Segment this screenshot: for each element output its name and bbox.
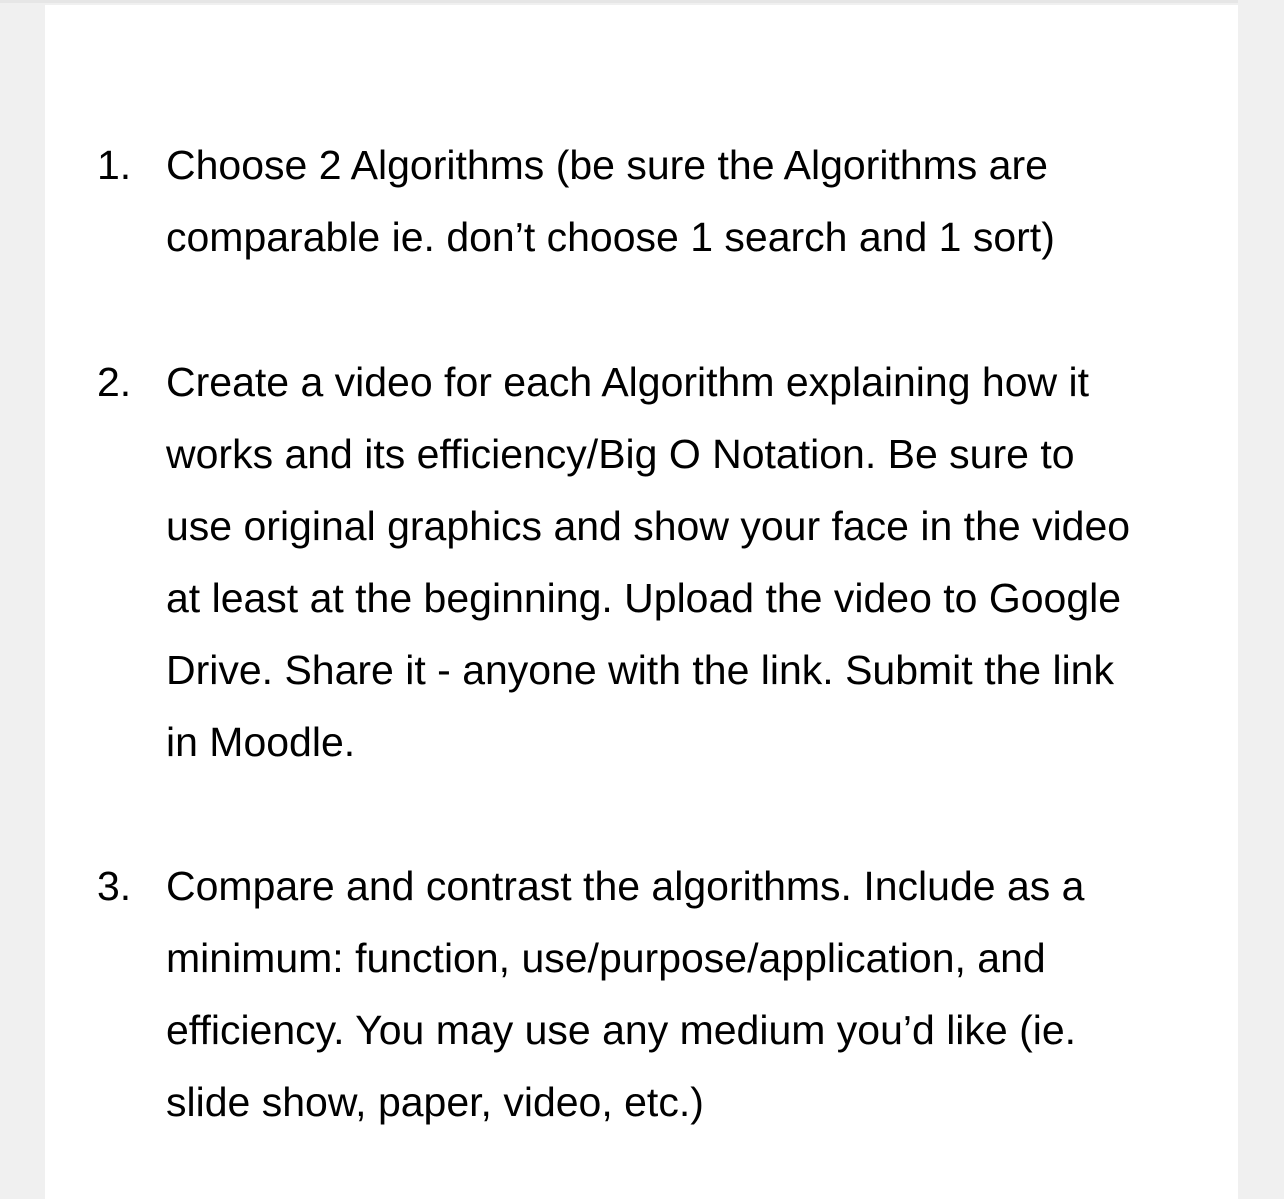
text-line: comparable ie. don’t choose 1 search and 1 sort) — [166, 214, 1055, 260]
text-line: in Moodle. — [166, 719, 356, 765]
text-line: efficiency. You may use any medium you’d like (ie. — [166, 1007, 1077, 1053]
text-line: at least at the beginning. Upload the video to Google — [166, 575, 1122, 621]
text-line: Compare and contrast the algorithms. Include as a — [166, 863, 1085, 909]
list-item-number: 2. — [97, 359, 132, 405]
document-page — [45, 5, 1238, 1199]
list-item-text — [166, 346, 1236, 778]
top-divider — [0, 0, 1238, 3]
text-line: works and its efficiency/Big O Notation. Be sure to — [166, 431, 1075, 477]
text-line: Choose 2 Algorithms (be sure the Algorithms are — [166, 142, 1048, 188]
text-line: use original graphics and show your face in the video — [166, 503, 1131, 549]
text-line: slide show, paper, video, etc.) — [166, 1079, 704, 1125]
list-item-number: 1. — [97, 142, 132, 188]
list-item-text — [166, 850, 1236, 1138]
text-line: Create a video for each Algorithm explaining how it — [166, 359, 1090, 405]
list-item-number: 3. — [97, 863, 132, 909]
text-line: minimum: function, use/purpose/application, and — [166, 935, 1046, 981]
text-line: Drive. Share it - anyone with the link. Submit the link — [166, 647, 1114, 693]
list-item-text — [166, 129, 1236, 273]
